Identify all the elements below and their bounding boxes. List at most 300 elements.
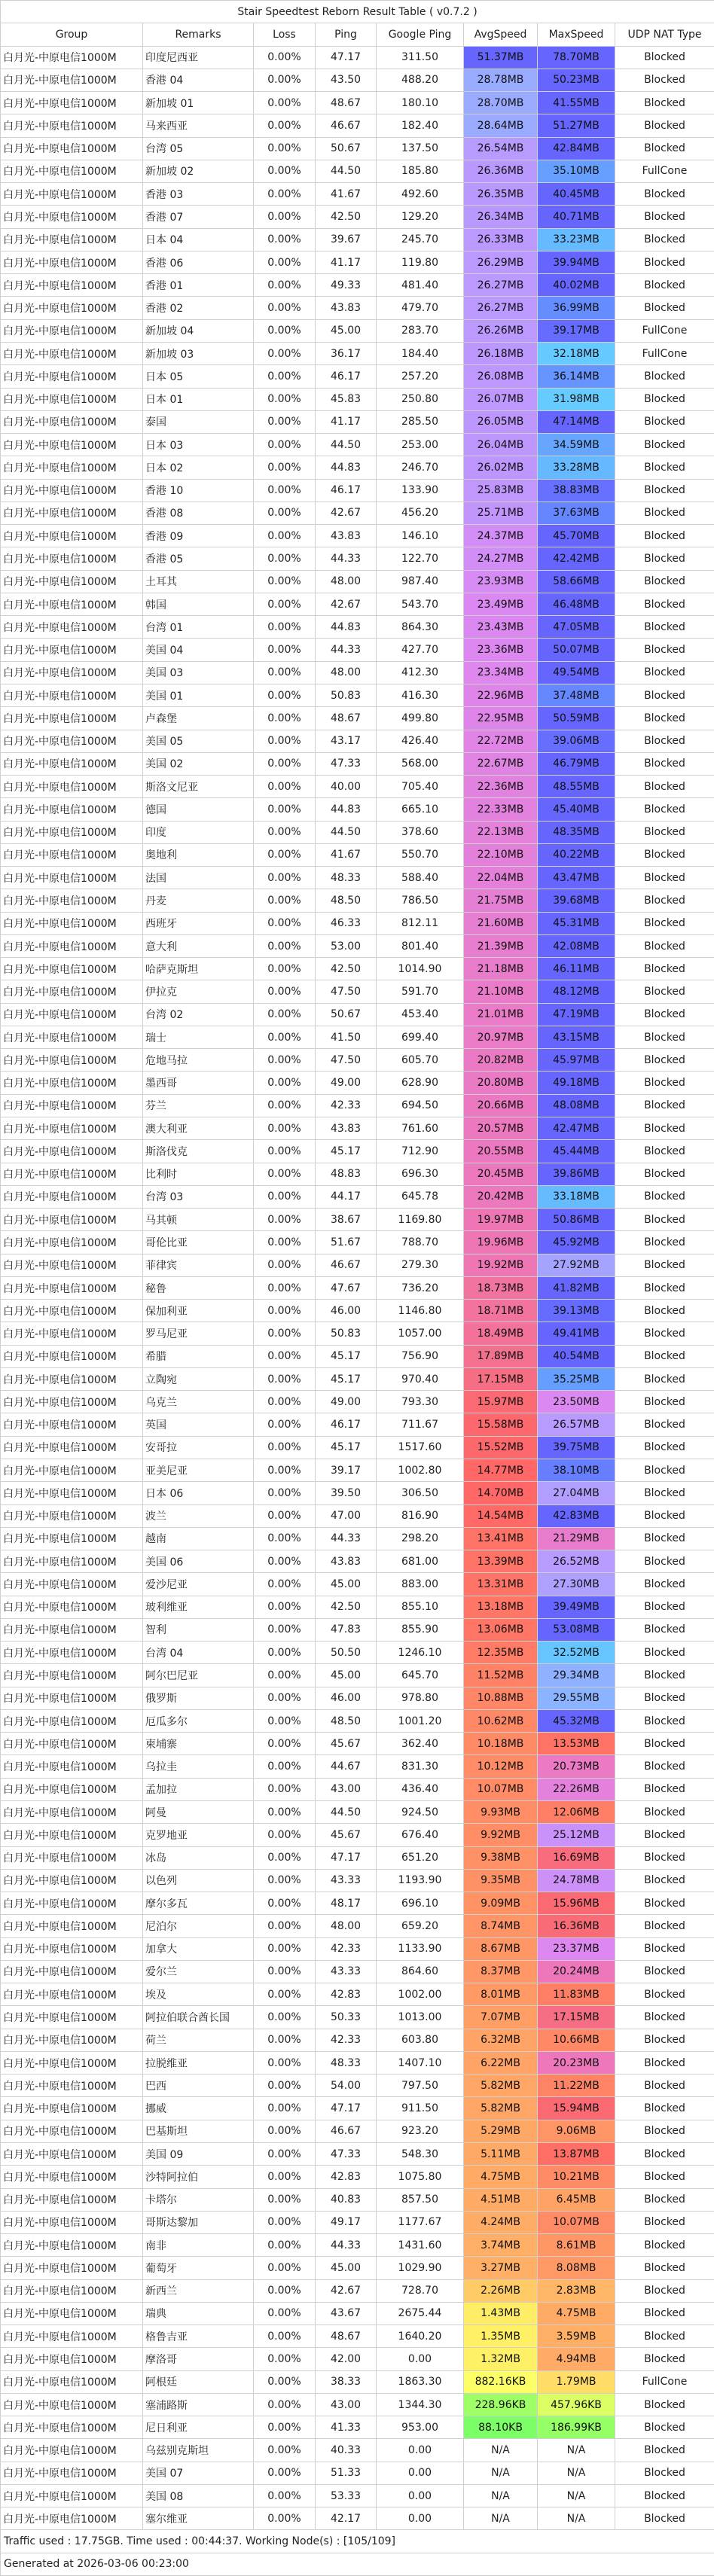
table-row — [1, 1800, 714, 1823]
cell-ping: 41.67 — [316, 843, 377, 866]
cell-remarks: 以色列 — [143, 1869, 254, 1892]
cell-avg-speed: 8.01MB — [464, 1983, 538, 2006]
cell-group: 白月光-中原电信1000M — [1, 388, 143, 410]
cell-group: 白月光-中原电信1000M — [1, 2006, 143, 2029]
cell-group: 白月光-中原电信1000M — [1, 69, 143, 91]
cell-udp-nat-type: Blocked — [615, 1254, 714, 1276]
cell-avg-speed: N/A — [464, 2507, 538, 2530]
cell-group: 白月光-中原电信1000M — [1, 1209, 143, 1231]
cell-udp-nat-type: Blocked — [615, 1026, 714, 1048]
traffic-summary: Traffic used : 17.75GB. Time used : 00:44:37. Working Node(s) : [105/109] — [1, 2530, 714, 2553]
cell-udp-nat-type: Blocked — [615, 1436, 714, 1459]
cell-group: 白月光-中原电信1000M — [1, 160, 143, 182]
cell-google-ping: 456.20 — [377, 501, 464, 524]
cell-google-ping: 283.70 — [377, 319, 464, 342]
cell-max-speed: 51.27MB — [538, 114, 615, 137]
cell-remarks: 尼泊尔 — [143, 1915, 254, 1937]
cell-google-ping: 0.00 — [377, 2462, 464, 2484]
cell-google-ping: 728.70 — [377, 2279, 464, 2302]
cell-avg-speed: 26.36MB — [464, 160, 538, 182]
cell-udp-nat-type: Blocked — [615, 1276, 714, 1299]
cell-avg-speed: 22.96MB — [464, 684, 538, 706]
cell-loss: 0.00% — [254, 2211, 316, 2233]
cell-google-ping: 479.70 — [377, 297, 464, 319]
cell-udp-nat-type: Blocked — [615, 867, 714, 889]
cell-udp-nat-type: Blocked — [615, 2006, 714, 2029]
cell-avg-speed: N/A — [464, 2462, 538, 2484]
cell-ping: 47.17 — [316, 2097, 377, 2120]
cell-max-speed: 11.83MB — [538, 1983, 615, 2006]
cell-udp-nat-type: Blocked — [615, 1869, 714, 1892]
cell-loss: 0.00% — [254, 912, 316, 934]
cell-udp-nat-type: Blocked — [615, 2075, 714, 2097]
cell-google-ping: 864.30 — [377, 616, 464, 639]
cell-google-ping: 1013.00 — [377, 2006, 464, 2029]
cell-ping: 44.50 — [316, 1800, 377, 1823]
cell-google-ping: 1146.80 — [377, 1300, 464, 1322]
cell-group: 白月光-中原电信1000M — [1, 228, 143, 251]
cell-avg-speed: N/A — [464, 2484, 538, 2507]
cell-avg-speed: 24.27MB — [464, 547, 538, 570]
cell-udp-nat-type: Blocked — [615, 2416, 714, 2439]
cell-remarks: 希腊 — [143, 1345, 254, 1367]
cell-remarks: 香港 06 — [143, 251, 254, 273]
cell-loss: 0.00% — [254, 2439, 316, 2462]
cell-max-speed: 48.12MB — [538, 980, 615, 1003]
cell-loss: 0.00% — [254, 1709, 316, 1732]
cell-loss: 0.00% — [254, 1664, 316, 1687]
cell-avg-speed: 1.32MB — [464, 2348, 538, 2370]
cell-group: 白月光-中原电信1000M — [1, 776, 143, 798]
table-row — [1, 342, 714, 364]
cell-group: 白月光-中原电信1000M — [1, 501, 143, 524]
cell-avg-speed: 14.77MB — [464, 1459, 538, 1482]
cell-max-speed: 40.54MB — [538, 1345, 615, 1367]
cell-remarks: 加拿大 — [143, 1937, 254, 1960]
cell-google-ping: 1014.90 — [377, 958, 464, 980]
table-row — [1, 434, 714, 456]
cell-remarks: 波兰 — [143, 1504, 254, 1527]
cell-google-ping: 628.90 — [377, 1072, 464, 1094]
cell-avg-speed: 5.82MB — [464, 2075, 538, 2097]
cell-remarks: 新西兰 — [143, 2279, 254, 2302]
cell-avg-speed: 21.60MB — [464, 912, 538, 934]
cell-avg-speed: 25.71MB — [464, 501, 538, 524]
cell-google-ping: 279.30 — [377, 1254, 464, 1276]
table-row — [1, 1163, 714, 1185]
cell-loss: 0.00% — [254, 251, 316, 273]
cell-google-ping: 855.10 — [377, 1596, 464, 1618]
cell-udp-nat-type: Blocked — [615, 1094, 714, 1117]
cell-ping: 45.00 — [316, 2257, 377, 2279]
cell-remarks: 香港 09 — [143, 525, 254, 547]
cell-avg-speed: 21.10MB — [464, 980, 538, 1003]
cell-ping: 54.00 — [316, 2075, 377, 2097]
cell-google-ping: 1169.80 — [377, 1209, 464, 1231]
cell-udp-nat-type: Blocked — [615, 1755, 714, 1778]
cell-group: 白月光-中原电信1000M — [1, 2507, 143, 2530]
cell-group: 白月光-中原电信1000M — [1, 1778, 143, 1800]
cell-max-speed: 42.84MB — [538, 137, 615, 160]
cell-google-ping: 257.20 — [377, 365, 464, 388]
cell-group: 白月光-中原电信1000M — [1, 1504, 143, 1527]
cell-max-speed: 40.71MB — [538, 206, 615, 228]
cell-udp-nat-type: Blocked — [615, 1618, 714, 1641]
cell-ping: 44.83 — [316, 616, 377, 639]
cell-ping: 42.17 — [316, 2507, 377, 2530]
cell-group: 白月光-中原电信1000M — [1, 46, 143, 69]
cell-max-speed: 39.13MB — [538, 1300, 615, 1322]
cell-avg-speed: 8.74MB — [464, 1915, 538, 1937]
cell-avg-speed: 22.10MB — [464, 843, 538, 866]
cell-udp-nat-type: Blocked — [615, 1367, 714, 1390]
cell-avg-speed: 3.27MB — [464, 2257, 538, 2279]
cell-remarks: 香港 07 — [143, 206, 254, 228]
cell-udp-nat-type: Blocked — [615, 684, 714, 706]
table-row — [1, 1482, 714, 1504]
cell-group: 白月光-中原电信1000M — [1, 1436, 143, 1459]
cell-loss: 0.00% — [254, 456, 316, 479]
cell-max-speed: 24.78MB — [538, 1869, 615, 1892]
cell-loss: 0.00% — [254, 958, 316, 980]
table-row — [1, 912, 714, 934]
cell-remarks: 日本 03 — [143, 434, 254, 456]
cell-remarks: 香港 02 — [143, 297, 254, 319]
cell-loss: 0.00% — [254, 46, 316, 69]
cell-google-ping: 696.10 — [377, 1892, 464, 1915]
cell-ping: 45.17 — [316, 1140, 377, 1163]
cell-remarks: 南非 — [143, 2234, 254, 2257]
cell-google-ping: 987.40 — [377, 570, 464, 593]
cell-ping: 45.00 — [316, 1664, 377, 1687]
cell-avg-speed: 4.51MB — [464, 2188, 538, 2211]
cell-ping: 43.83 — [316, 297, 377, 319]
cell-loss: 0.00% — [254, 1254, 316, 1276]
cell-google-ping: 1057.00 — [377, 1322, 464, 1345]
cell-ping: 48.00 — [316, 1915, 377, 1937]
cell-udp-nat-type: FullCone — [615, 2370, 714, 2393]
table-row — [1, 319, 714, 342]
cell-google-ping: 756.90 — [377, 1345, 464, 1367]
cell-udp-nat-type: Blocked — [615, 1846, 714, 1869]
cell-remarks: 沙特阿拉伯 — [143, 2166, 254, 2188]
cell-group: 白月光-中原电信1000M — [1, 1755, 143, 1778]
cell-remarks: 香港 01 — [143, 274, 254, 297]
cell-max-speed: 2.83MB — [538, 2279, 615, 2302]
cell-max-speed: 39.86MB — [538, 1163, 615, 1185]
cell-loss: 0.00% — [254, 2302, 316, 2324]
cell-max-speed: 457.96KB — [538, 2393, 615, 2416]
cell-ping: 41.17 — [316, 410, 377, 433]
cell-group: 白月光-中原电信1000M — [1, 1482, 143, 1504]
cell-udp-nat-type: Blocked — [615, 2029, 714, 2051]
cell-max-speed: 58.66MB — [538, 570, 615, 593]
cell-google-ping: 492.60 — [377, 183, 464, 206]
header-loss: Loss — [254, 23, 316, 46]
cell-ping: 47.50 — [316, 980, 377, 1003]
cell-google-ping: 0.00 — [377, 2348, 464, 2370]
cell-remarks: 韩国 — [143, 593, 254, 615]
cell-google-ping: 548.30 — [377, 2142, 464, 2165]
table-row — [1, 1778, 714, 1800]
cell-remarks: 台湾 02 — [143, 1003, 254, 1026]
cell-ping: 50.50 — [316, 1642, 377, 1664]
cell-loss: 0.00% — [254, 1618, 316, 1641]
cell-udp-nat-type: Blocked — [615, 616, 714, 639]
cell-udp-nat-type: Blocked — [615, 593, 714, 615]
cell-remarks: 泰国 — [143, 410, 254, 433]
table-row — [1, 46, 714, 69]
cell-avg-speed: 15.58MB — [464, 1413, 538, 1436]
cell-loss: 0.00% — [254, 2120, 316, 2142]
table-row — [1, 92, 714, 114]
cell-udp-nat-type: FullCone — [615, 160, 714, 182]
cell-max-speed: 49.18MB — [538, 1072, 615, 1094]
cell-remarks: 丹麦 — [143, 889, 254, 912]
cell-google-ping: 426.40 — [377, 730, 464, 752]
table-row — [1, 2462, 714, 2484]
cell-ping: 50.83 — [316, 1322, 377, 1345]
table-row — [1, 206, 714, 228]
cell-udp-nat-type: Blocked — [615, 639, 714, 661]
cell-udp-nat-type: Blocked — [615, 752, 714, 775]
cell-avg-speed: 7.07MB — [464, 2006, 538, 2029]
cell-udp-nat-type: Blocked — [615, 2257, 714, 2279]
header-row — [1, 23, 714, 46]
cell-loss: 0.00% — [254, 434, 316, 456]
cell-udp-nat-type: Blocked — [615, 1504, 714, 1527]
cell-group: 白月光-中原电信1000M — [1, 1937, 143, 1960]
cell-remarks: 挪威 — [143, 2097, 254, 2120]
cell-ping: 39.17 — [316, 1459, 377, 1482]
cell-google-ping: 1002.00 — [377, 1983, 464, 2006]
cell-remarks: 日本 06 — [143, 1482, 254, 1504]
cell-udp-nat-type: Blocked — [615, 1231, 714, 1254]
cell-remarks: 美国 02 — [143, 752, 254, 775]
cell-udp-nat-type: Blocked — [615, 365, 714, 388]
cell-max-speed: 26.57MB — [538, 1413, 615, 1436]
cell-max-speed: 16.69MB — [538, 1846, 615, 1869]
cell-ping: 46.67 — [316, 1254, 377, 1276]
cell-google-ping: 694.50 — [377, 1094, 464, 1117]
cell-group: 白月光-中原电信1000M — [1, 843, 143, 866]
cell-group: 白月光-中原电信1000M — [1, 1573, 143, 1596]
cell-google-ping: 436.40 — [377, 1778, 464, 1800]
table-row — [1, 1254, 714, 1276]
cell-ping: 42.67 — [316, 501, 377, 524]
cell-google-ping: 651.20 — [377, 1846, 464, 1869]
cell-avg-speed: 21.01MB — [464, 1003, 538, 1026]
cell-ping: 43.83 — [316, 525, 377, 547]
cell-ping: 45.67 — [316, 1824, 377, 1846]
cell-udp-nat-type: Blocked — [615, 92, 714, 114]
cell-avg-speed: 10.18MB — [464, 1733, 538, 1755]
cell-avg-speed: 26.04MB — [464, 434, 538, 456]
cell-ping: 50.83 — [316, 684, 377, 706]
cell-ping: 45.83 — [316, 388, 377, 410]
cell-ping: 42.50 — [316, 206, 377, 228]
cell-udp-nat-type: Blocked — [615, 183, 714, 206]
cell-avg-speed: 8.67MB — [464, 1937, 538, 1960]
cell-google-ping: 645.78 — [377, 1185, 464, 1208]
cell-remarks: 摩尔多瓦 — [143, 1892, 254, 1915]
cell-remarks: 台湾 04 — [143, 1642, 254, 1664]
table-row — [1, 934, 714, 957]
cell-loss: 0.00% — [254, 684, 316, 706]
cell-udp-nat-type: Blocked — [615, 1459, 714, 1482]
cell-max-speed: 27.92MB — [538, 1254, 615, 1276]
cell-max-speed: 37.48MB — [538, 684, 615, 706]
table-row — [1, 1026, 714, 1048]
table-row — [1, 821, 714, 843]
cell-max-speed: 47.19MB — [538, 1003, 615, 1026]
cell-remarks: 瑞士 — [143, 1026, 254, 1048]
cell-google-ping: 816.90 — [377, 1504, 464, 1527]
table-row — [1, 2393, 714, 2416]
cell-udp-nat-type: Blocked — [615, 958, 714, 980]
cell-ping: 44.67 — [316, 1755, 377, 1778]
table-row — [1, 1094, 714, 1117]
cell-loss: 0.00% — [254, 2029, 316, 2051]
cell-google-ping: 711.67 — [377, 1413, 464, 1436]
cell-avg-speed: 26.08MB — [464, 365, 538, 388]
cell-max-speed: 49.41MB — [538, 1322, 615, 1345]
cell-remarks: 新加坡 03 — [143, 342, 254, 364]
cell-udp-nat-type: Blocked — [615, 456, 714, 479]
cell-ping: 44.33 — [316, 2234, 377, 2257]
table-row — [1, 274, 714, 297]
cell-udp-nat-type: FullCone — [615, 342, 714, 364]
cell-remarks: 美国 06 — [143, 1550, 254, 1573]
cell-max-speed: 25.12MB — [538, 1824, 615, 1846]
cell-ping: 43.00 — [316, 1778, 377, 1800]
cell-max-speed: 41.55MB — [538, 92, 615, 114]
cell-ping: 43.33 — [316, 1869, 377, 1892]
cell-ping: 48.33 — [316, 867, 377, 889]
cell-max-speed: 78.70MB — [538, 46, 615, 69]
cell-ping: 44.83 — [316, 456, 377, 479]
cell-avg-speed: 23.43MB — [464, 616, 538, 639]
table-row — [1, 1367, 714, 1390]
cell-max-speed: 27.04MB — [538, 1482, 615, 1504]
cell-max-speed: 45.70MB — [538, 525, 615, 547]
cell-ping: 43.83 — [316, 1550, 377, 1573]
cell-max-speed: 36.99MB — [538, 297, 615, 319]
cell-loss: 0.00% — [254, 160, 316, 182]
cell-group: 白月光-中原电信1000M — [1, 1869, 143, 1892]
table-row — [1, 1504, 714, 1527]
cell-avg-speed: 19.96MB — [464, 1231, 538, 1254]
cell-group: 白月光-中原电信1000M — [1, 319, 143, 342]
cell-group: 白月光-中原电信1000M — [1, 1960, 143, 1983]
cell-max-speed: 50.07MB — [538, 639, 615, 661]
cell-remarks: 印度 — [143, 821, 254, 843]
table-row — [1, 456, 714, 479]
cell-remarks: 美国 04 — [143, 639, 254, 661]
table-row — [1, 388, 714, 410]
cell-udp-nat-type: Blocked — [615, 798, 714, 821]
cell-loss: 0.00% — [254, 639, 316, 661]
cell-ping: 41.50 — [316, 1026, 377, 1048]
cell-udp-nat-type: Blocked — [615, 730, 714, 752]
cell-max-speed: 39.68MB — [538, 889, 615, 912]
table-row — [1, 639, 714, 661]
cell-ping: 41.67 — [316, 183, 377, 206]
cell-group: 白月光-中原电信1000M — [1, 525, 143, 547]
table-row — [1, 2006, 714, 2029]
cell-avg-speed: 15.97MB — [464, 1391, 538, 1413]
cell-udp-nat-type: Blocked — [615, 1185, 714, 1208]
cell-group: 白月光-中原电信1000M — [1, 1094, 143, 1117]
cell-avg-speed: 2.26MB — [464, 2279, 538, 2302]
cell-udp-nat-type: Blocked — [615, 547, 714, 570]
cell-udp-nat-type: Blocked — [615, 1800, 714, 1823]
cell-udp-nat-type: Blocked — [615, 388, 714, 410]
cell-udp-nat-type: Blocked — [615, 1778, 714, 1800]
cell-avg-speed: 22.13MB — [464, 821, 538, 843]
cell-ping: 44.50 — [316, 160, 377, 182]
cell-udp-nat-type: Blocked — [615, 1983, 714, 2006]
cell-ping: 48.00 — [316, 570, 377, 593]
cell-remarks: 摩洛哥 — [143, 2348, 254, 2370]
cell-loss: 0.00% — [254, 114, 316, 137]
cell-avg-speed: 20.82MB — [464, 1049, 538, 1072]
cell-avg-speed: 3.74MB — [464, 2234, 538, 2257]
cell-max-speed: 9.06MB — [538, 2120, 615, 2142]
table-row — [1, 752, 714, 775]
cell-remarks: 德国 — [143, 798, 254, 821]
cell-group: 白月光-中原电信1000M — [1, 2029, 143, 2051]
cell-max-speed: 46.48MB — [538, 593, 615, 615]
cell-ping: 42.33 — [316, 2029, 377, 2051]
cell-udp-nat-type: Blocked — [615, 114, 714, 137]
cell-remarks: 香港 08 — [143, 501, 254, 524]
cell-group: 白月光-中原电信1000M — [1, 342, 143, 364]
cell-loss: 0.00% — [254, 661, 316, 684]
cell-max-speed: 12.06MB — [538, 1800, 615, 1823]
cell-avg-speed: 9.92MB — [464, 1824, 538, 1846]
table-row — [1, 867, 714, 889]
cell-avg-speed: 88.10KB — [464, 2416, 538, 2439]
cell-max-speed: 23.50MB — [538, 1391, 615, 1413]
cell-max-speed: 1.79MB — [538, 2370, 615, 2393]
cell-remarks: 马来西亚 — [143, 114, 254, 137]
cell-remarks: 塞浦路斯 — [143, 2393, 254, 2416]
cell-remarks: 香港 03 — [143, 183, 254, 206]
cell-loss: 0.00% — [254, 1892, 316, 1915]
cell-google-ping: 923.20 — [377, 2120, 464, 2142]
table-row — [1, 2302, 714, 2324]
cell-avg-speed: 26.26MB — [464, 319, 538, 342]
table-row — [1, 1869, 714, 1892]
cell-max-speed: 13.87MB — [538, 2142, 615, 2165]
cell-loss: 0.00% — [254, 342, 316, 364]
cell-ping: 45.17 — [316, 1367, 377, 1390]
cell-loss: 0.00% — [254, 1869, 316, 1892]
cell-avg-speed: 12.35MB — [464, 1642, 538, 1664]
cell-max-speed: 45.31MB — [538, 912, 615, 934]
cell-ping: 46.17 — [316, 479, 377, 501]
cell-group: 白月光-中原电信1000M — [1, 1367, 143, 1390]
cell-google-ping: 2675.44 — [377, 2302, 464, 2324]
cell-udp-nat-type: Blocked — [615, 434, 714, 456]
cell-google-ping: 1133.90 — [377, 1937, 464, 1960]
cell-ping: 41.17 — [316, 251, 377, 273]
cell-ping: 43.83 — [316, 1117, 377, 1140]
cell-avg-speed: 26.54MB — [464, 137, 538, 160]
cell-avg-speed: 22.95MB — [464, 707, 538, 730]
header-ping: Ping — [316, 23, 377, 46]
